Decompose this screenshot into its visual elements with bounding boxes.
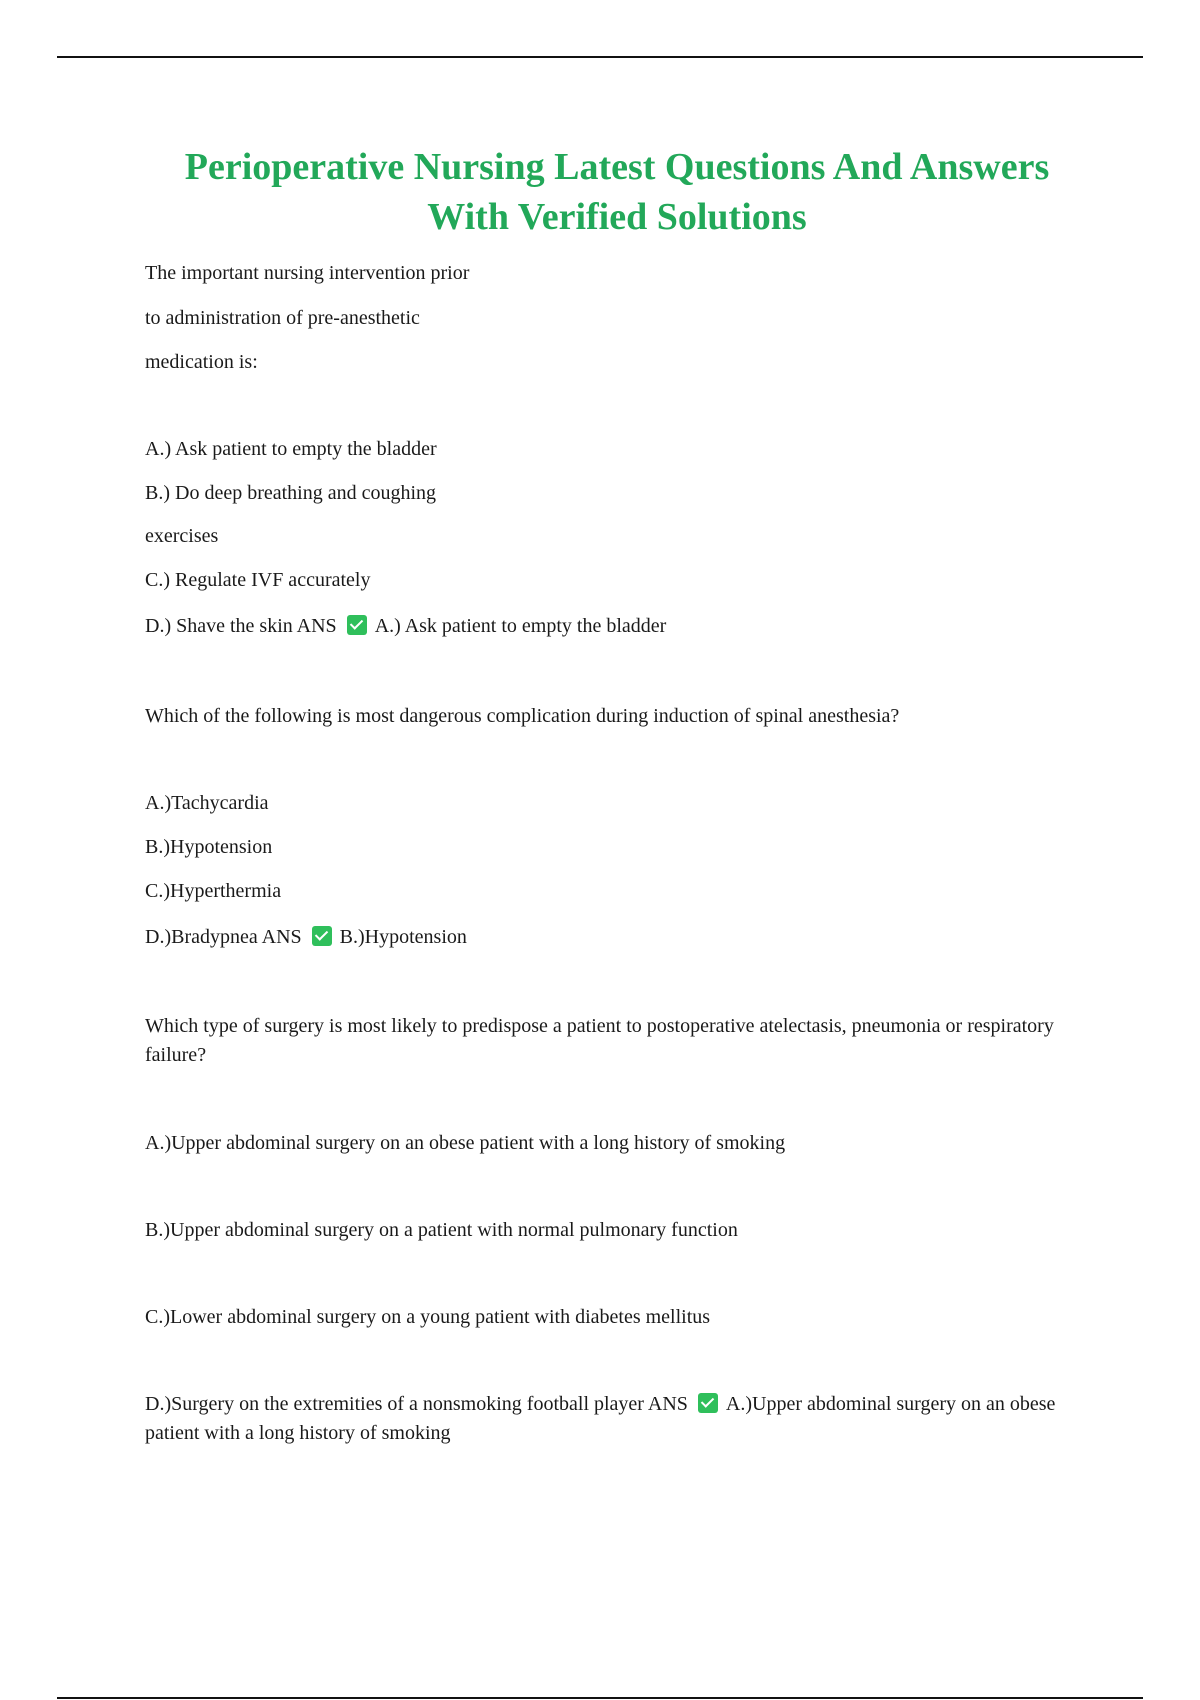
answer-marker: ANS <box>261 926 302 948</box>
answer-marker: ANS <box>647 1393 688 1415</box>
question-1-option-a: A.) Ask patient to empty the bladder <box>145 438 437 460</box>
title-line-2: With Verified Solutions <box>427 196 807 238</box>
bottom-rule <box>57 1697 1143 1699</box>
check-icon <box>698 1393 718 1413</box>
question-2-option-c: C.)Hyperthermia <box>145 880 282 902</box>
question-1-option-b: B.) Do deep breathing and coughing <box>145 482 437 504</box>
question-1-option-c: C.) Regulate IVF accurately <box>145 569 371 591</box>
question-1-answer: A.) Ask patient to empty the bladder <box>374 615 667 637</box>
question-2-option-d: D.)Bradypnea <box>145 926 258 948</box>
check-icon <box>347 615 367 635</box>
document-title <box>100 142 1134 242</box>
question-1-stem-line: The important nursing intervention prior <box>145 262 470 284</box>
question-3-stem: Which type of surgery is most likely to predispose a patient to postoperative atelectasis, pneumonia or respiratory failure? <box>145 1015 1054 1066</box>
question-3-option-c: C.)Lower abdominal surgery on a young patient with diabetes mellitus <box>145 1306 711 1328</box>
question-2-option-a: A.)Tachycardia <box>145 792 269 814</box>
question-2-answer-line <box>145 924 467 950</box>
question-1-stem-line: to administration of pre-anesthetic <box>145 307 420 329</box>
question-1-option-b-cont: exercises <box>145 525 219 547</box>
question-2-option-b: B.)Hypotension <box>145 836 273 858</box>
title-line-1: Perioperative Nursing Latest Questions And Answers <box>184 146 1050 188</box>
question-3-option-b: B.)Upper abdominal surgery on a patient with normal pulmonary function <box>145 1219 738 1241</box>
question-3-answer: A.)Upper abdominal surgery on an obese patient with a long history of smoking <box>145 1393 1056 1444</box>
question-3-answer-line <box>145 1390 1080 1448</box>
question-2-answer: B.)Hypotension <box>339 926 467 948</box>
question-3-option-a: A.)Upper abdominal surgery on an obese patient with a long history of smoking <box>145 1132 786 1154</box>
check-icon <box>312 926 332 946</box>
top-rule <box>57 56 1143 58</box>
question-1-stem-line: medication is: <box>145 351 258 373</box>
question-1-option-d: D.) Shave the skin <box>145 615 293 637</box>
question-2-stem: Which of the following is most dangerous complication during induction of spinal anesthesia? <box>145 705 900 727</box>
question-3-option-d: D.)Surgery on the extremities of a nonsmoking football player <box>145 1393 644 1415</box>
answer-marker: ANS <box>296 615 337 637</box>
question-1-answer-line <box>145 613 666 639</box>
